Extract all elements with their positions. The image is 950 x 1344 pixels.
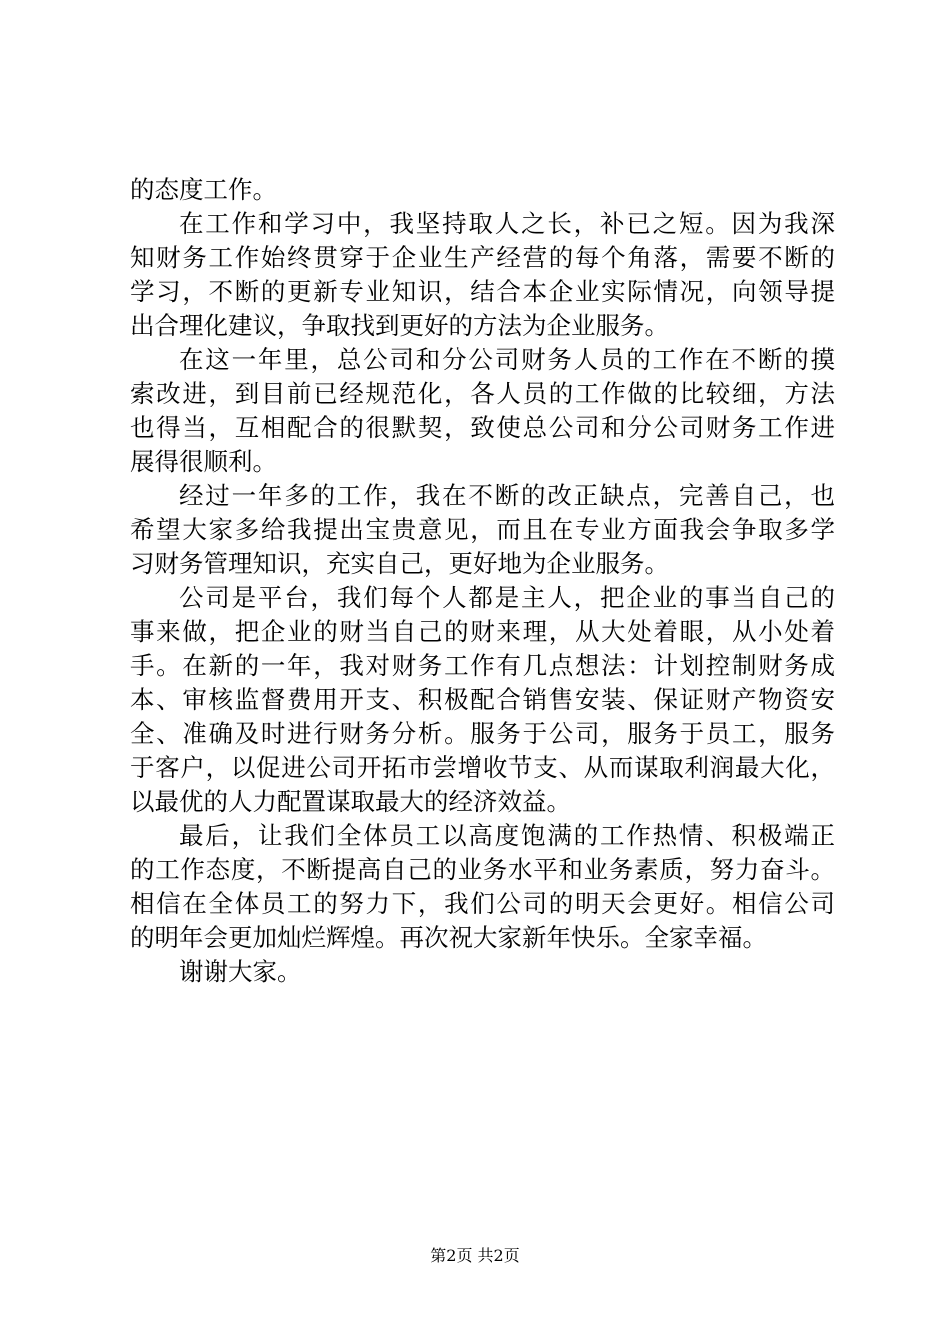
text-line: 的工作态度，不断提高自己的业务水平和业务素质，努力奋斗。 <box>130 855 835 884</box>
text-line: 于客户，以促进公司开拓市尝增收节支、从而谋取利润最大化， <box>130 753 835 782</box>
paragraph-first-line: 在工作和学习中，我坚持取人之长，补已之短。因为我深 <box>179 209 835 238</box>
document-body <box>130 173 835 989</box>
text-line: 索改进，到目前已经规范化，各人员的工作做的比较细，方法 <box>130 379 835 408</box>
text-line: 展得很顺利。 <box>130 447 277 476</box>
text-line: 全、准确及时进行财务分析。服务于公司，服务于员工，服务 <box>130 719 835 748</box>
text-line: 事来做，把企业的财当自己的财来理，从大处着眼，从小处着 <box>130 617 835 646</box>
text-line: 也得当，互相配合的很默契，致使总公司和分公司财务工作进 <box>130 413 835 442</box>
paragraph-first-line: 在这一年里，总公司和分公司财务人员的工作在不断的摸 <box>179 345 835 374</box>
text-line: 以最优的人力配置谋取最大的经济效益。 <box>130 787 571 816</box>
page-footer: 第2页 共2页 <box>430 1246 520 1265</box>
text-line: 习财务管理知识，充实自己，更好地为企业服务。 <box>130 549 669 578</box>
text-line: 手。在新的一年，我对财务工作有几点想法：计划控制财务成 <box>130 651 835 680</box>
paragraph-first-line: 谢谢大家。 <box>179 957 302 986</box>
text-line: 出合理化建议，争取找到更好的方法为企业服务。 <box>130 311 669 340</box>
text-line: 相信在全体员工的努力下，我们公司的明天会更好。相信公司 <box>130 889 835 918</box>
text-line: 的态度工作。 <box>130 175 277 204</box>
text-line: 学习，不断的更新专业知识，结合本企业实际情况，向领导提 <box>130 277 835 306</box>
paragraph-first-line: 公司是平台，我们每个人都是主人，把企业的事当自己的 <box>179 583 835 612</box>
text-line: 的明年会更加灿烂辉煌。再次祝大家新年快乐。全家幸福。 <box>130 923 767 952</box>
text-line: 知财务工作始终贯穿于企业生产经营的每个角落，需要不断的 <box>130 243 835 272</box>
text-line: 希望大家多给我提出宝贵意见，而且在专业方面我会争取多学 <box>130 515 835 544</box>
paragraph-first-line: 经过一年多的工作，我在不断的改正缺点，完善自己，也 <box>179 481 835 510</box>
text-line: 本、审核监督费用开支、积极配合销售安装、保证财产物资安 <box>130 685 835 714</box>
paragraph-first-line: 最后，让我们全体员工以高度饱满的工作热情、积极端正 <box>179 821 835 850</box>
